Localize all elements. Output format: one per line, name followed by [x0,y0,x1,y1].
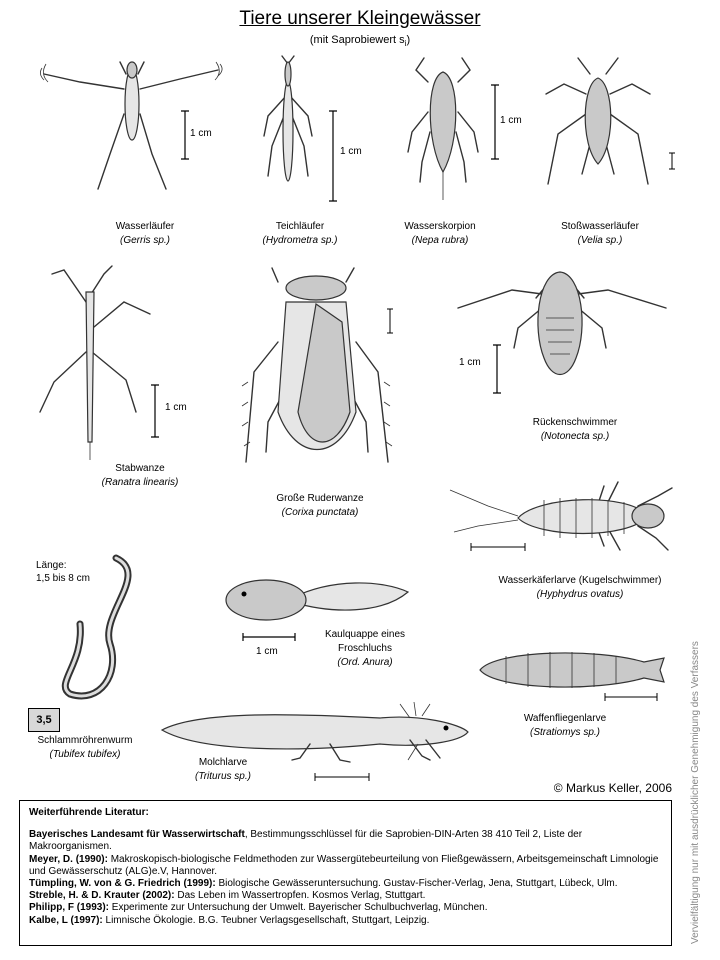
animal-caption: Wasserläufer (Gerris sp.) [115,221,175,246]
page-subtitle: (mit Saprobiewert $s_i$) [309,34,411,49]
scale-bar [490,84,500,160]
page-title: Tiere unserer Kleingewässer [239,8,481,29]
animal-caption: Stabwanze (Ranatra linearis) [101,463,179,488]
scale-bar [314,772,370,782]
length-label: Länge: [36,560,67,571]
scale-label: 1 cm [256,646,278,657]
scale-bar [668,152,676,170]
scale-label: 1 cm [459,357,481,368]
water-scorpion-illustration [398,52,488,202]
animal-caption: Waffenfliegenlarve (Stratiomys sp.) [523,713,607,738]
literature-entry: Bayerisches Landesamt für Wasserwirtschaft, Bestimmungsschlüssel für die Saprobien-DIN-Arten 38 410 Teil 2, Liste der Makroorganismen. [29,829,583,853]
literature-entry: Streble, H. & D. Krauter (2002): Das Leben im Wassertropfen. Kosmos Verlag, Stuttgart. [29,890,426,902]
water-boatman-illustration [238,262,398,492]
soldier-fly-larva-illustration [476,648,668,692]
scale-bar [470,542,526,552]
reproduction-notice: Vervielfältigung nur mit ausdrücklicher Genehmigung des Verfassers [690,641,701,944]
literature-entry: Philipp, F (1993): Experimente zur Untersuchung der Umwelt. Bayerischer Schulbuchverlag, München. [29,902,488,914]
length-value: 1,5 bis 8 cm [36,573,90,584]
scale-bar [328,110,338,202]
scale-bar [242,632,296,642]
animal-caption: Stoßwasserläufer (Velia sp.) [561,221,639,246]
animal-caption: Kaulquappe eines Froschluchs (Ord. Anura) [324,629,406,668]
animal-caption: Wasserkäferlarve (Kugelschwimmer) (Hyphydrus ovatus) [498,575,662,600]
scale-label: 1 cm [500,115,522,126]
literature-entry: Meyer, D. (1990): Makroskopisch-biologische Feldmethoden zur Wassergütebeurteilung von Fließgewässern, Arbeitsgemeinschaft Limnologie und Gewässerschutz (ALG)e.V, Hannover. [29,853,659,877]
scale-bar [386,308,394,334]
animal-caption: Große Ruderwanze (Corixa punctata) [276,493,364,518]
tadpole-illustration [222,574,412,624]
scale-label: 1 cm [165,402,187,413]
sludge-worm-illustration [60,554,160,714]
diving-beetle-larva-illustration [448,476,678,566]
animal-caption: Molchlarve (Triturus sp.) [195,757,251,782]
water-strider-illustration [40,44,230,194]
animal-caption: Rückenschwimmer (Notonecta sp.) [532,417,618,442]
water-measurer-illustration [258,56,318,206]
saprobic-value-badge: 3,5 [28,708,60,732]
scale-bar [180,110,190,160]
scale-bar [150,384,160,438]
backswimmer-illustration [452,268,672,408]
literature-entry: Tümpling, W. von & G. Friedrich (1999): Biologische Gewässeruntersuchung. Gustav-Fischer-Verlag, Jena, Stuttgart, Lübeck, Ulm. [29,878,618,890]
scale-bar [604,692,658,702]
literature-box [19,800,672,946]
copyright: © Markus Keller, 2006 [553,781,672,795]
scale-label: 1 cm [190,128,212,139]
animal-caption: Schlammröhrenwurm (Tubifex tubifex) [37,735,133,760]
animal-caption: Teichläufer (Hydrometra sp.) [262,221,338,246]
scale-bar [492,344,502,394]
water-cricket-illustration [538,54,658,194]
scale-label: 1 cm [340,146,362,157]
literature-heading: Weiterführende Literatur: [29,807,149,818]
water-stick-insect-illustration [34,262,154,462]
literature-entry: Kalbe, L (1997): Limnische Ökologie. B.G. Teubner Verlagsgesellschaft, Stuttgart, Leipzig. [29,914,430,926]
animal-caption: Wasserskorpion (Nepa rubra) [404,221,476,246]
